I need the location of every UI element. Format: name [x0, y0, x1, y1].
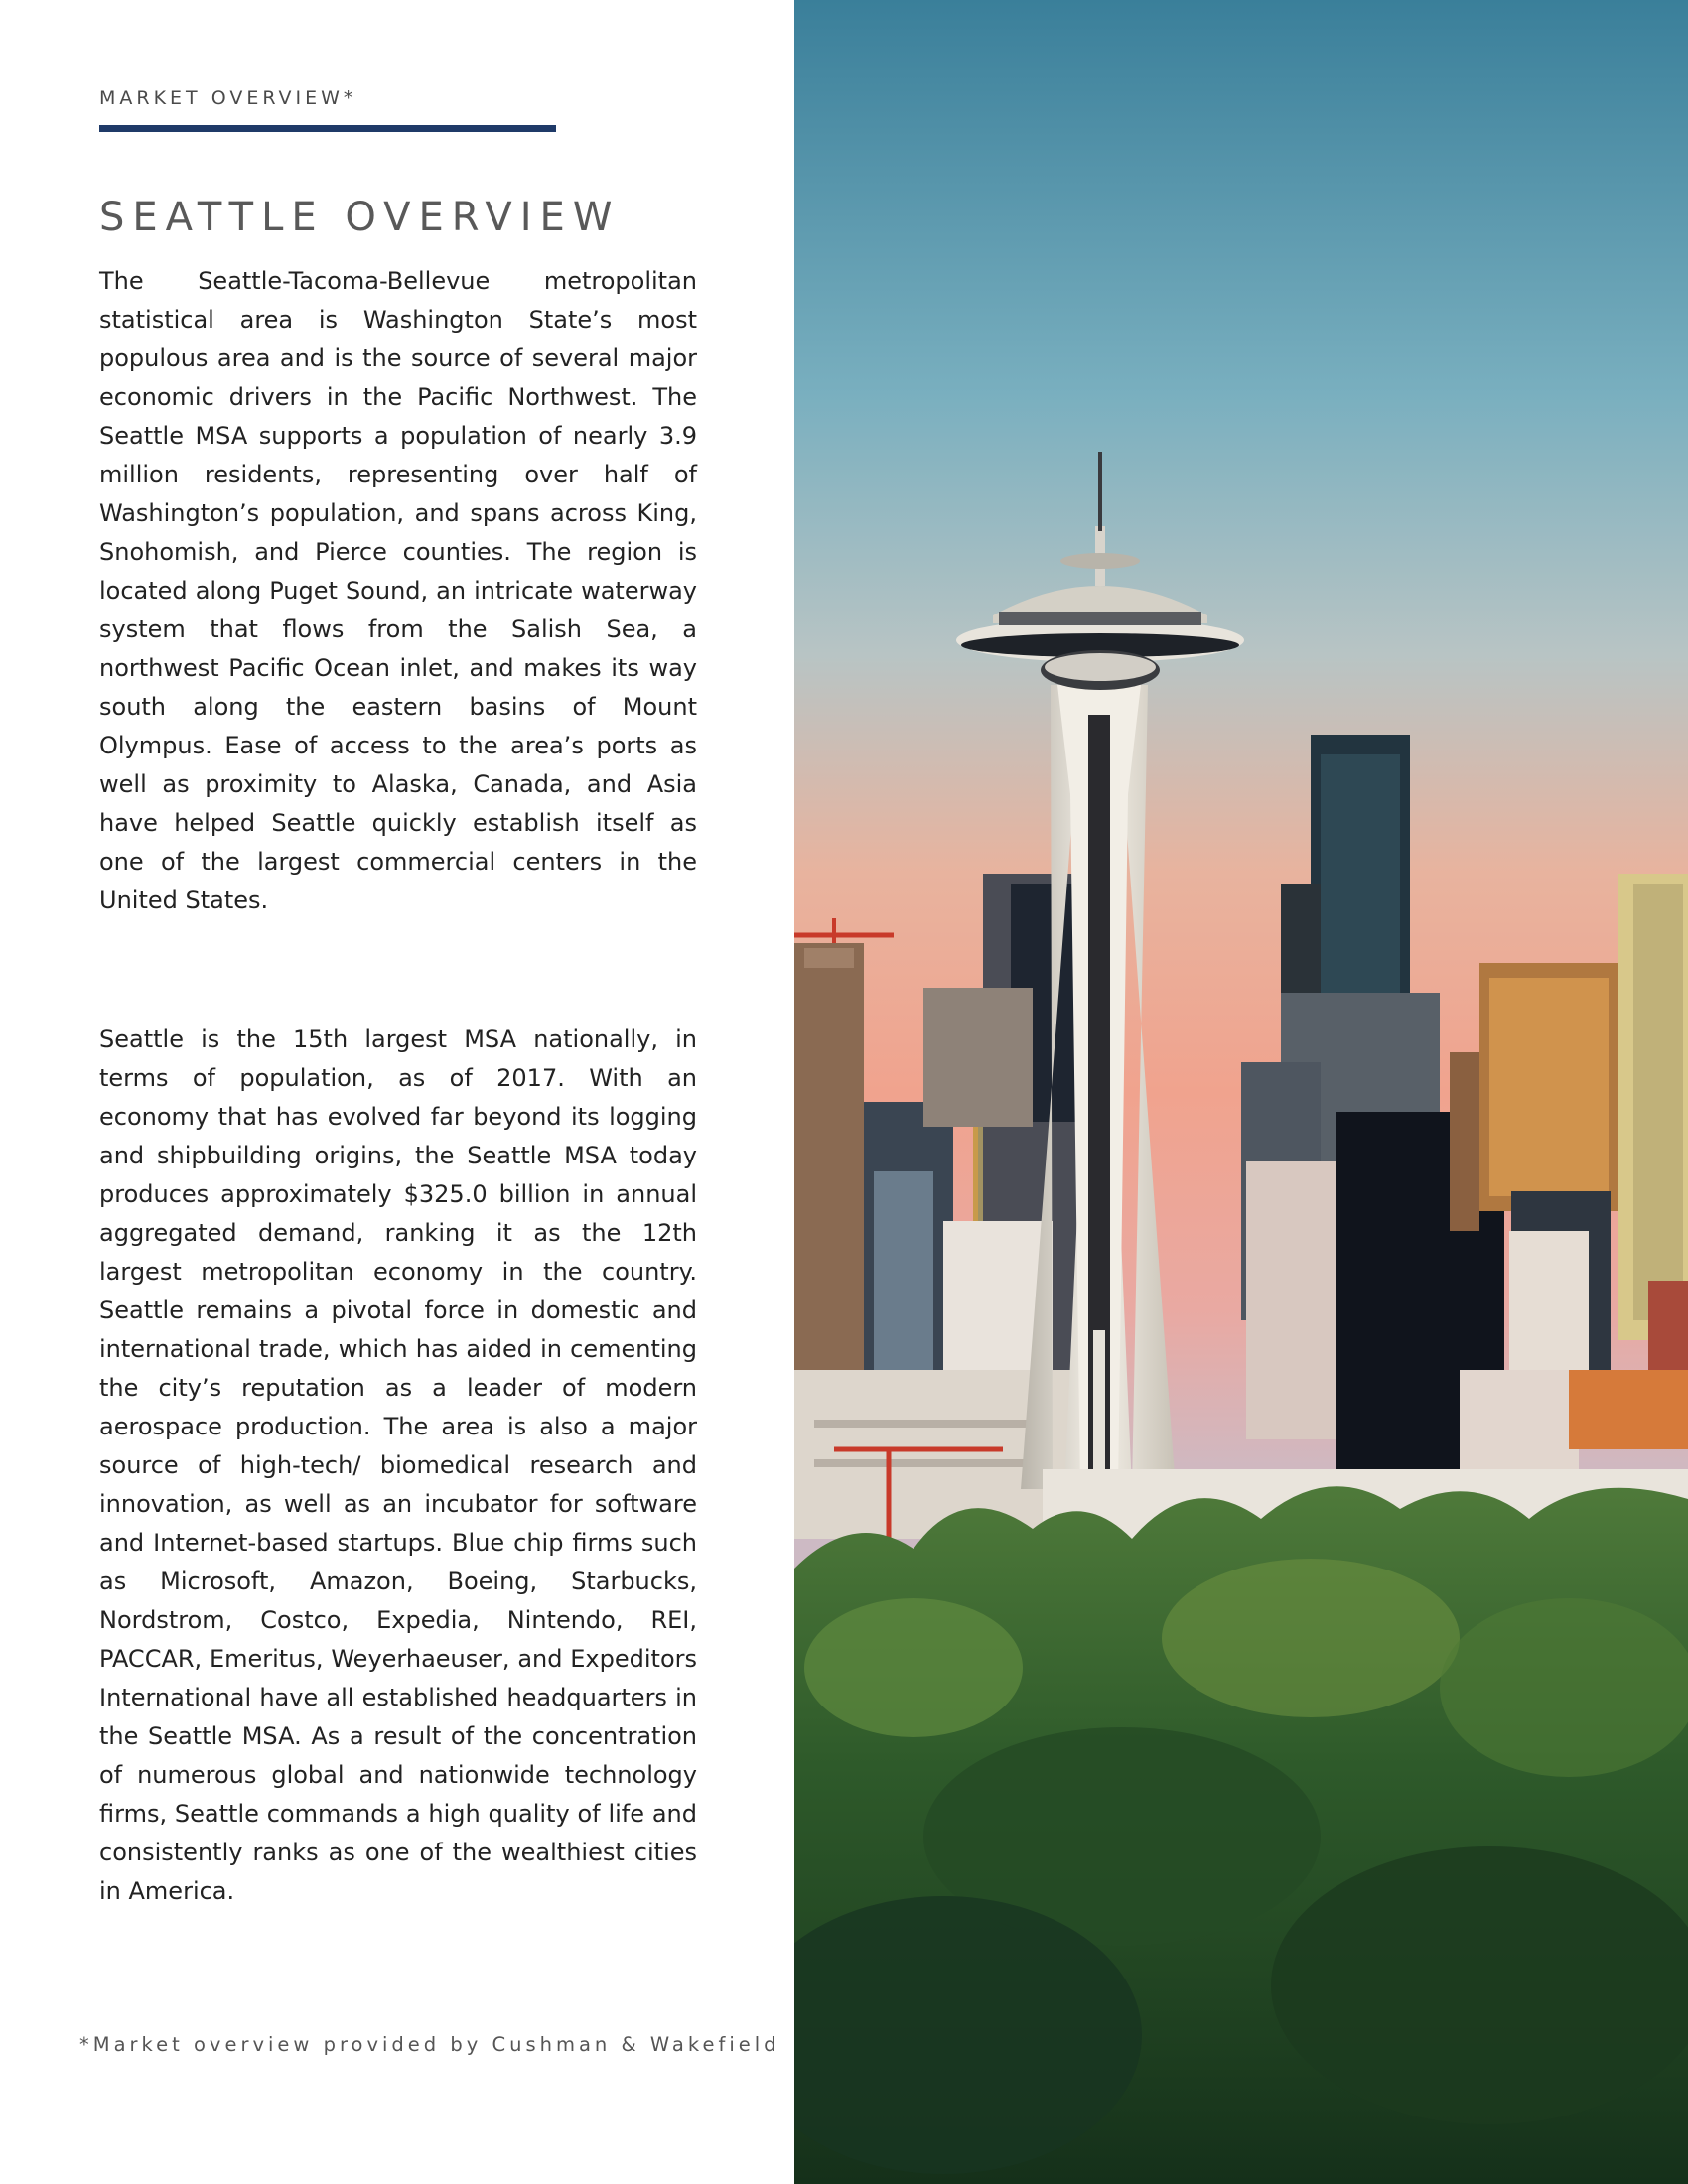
text-column: [0, 0, 794, 2184]
section-label: MARKET OVERVIEW*: [99, 87, 357, 109]
paragraph-1: The Seattle-Tacoma-Bellevue metropolitan statistical area is Washington State’s most populous area and is the source of several major economic drivers in the Pacific Northwest. The Seattle MSA supports a population of nearly 3.9 million residents, representing over half of Washington’s population, and spans across King, Snohomish, and Pierce counties. The region is located along Puget Sound, an intricate waterway system that flows from the Salish Sea, a northwest Pacific Ocean inlet, and makes its way south along the eastern basins of Mount Olympus. Ease of access to the area’s ports as well as proximity to Alaska, Canada, and Asia have helped Seattle quickly establish itself as one of the largest commercial centers in the United States.: [99, 267, 697, 914]
section-divider: [99, 125, 556, 132]
seattle-skyline-photo: [794, 0, 1688, 2184]
footnote: *Market overview provided by Cushman & Wakefield: [79, 2033, 780, 2056]
paragraph-2: Seattle is the 15th largest MSA nationally, in terms of population, as of 2017. With an economy that has evolved far beyond its logging and shipbuilding origins, the Seattle MSA today produces approximately $325.0 billion in annual aggregated demand, ranking it as the 12th largest metropolitan economy in the country. Seattle remains a pivotal force in domestic and international trade, which has aided in cementing the city’s reputation as a leader of modern aerospace production. The area is also a major source of high-tech/ biomedical research and innovation, as well as an incubator for software and Internet-based startups. Blue chip firms such as Microsoft, Amazon, Boeing, Starbucks, Nordstrom, Costco, Expedia, Nintendo, REI, PACCAR, Emeritus, Weyerhaeuser, and Expeditors International have all established headquarters in the Seattle MSA. As a result of the concentration of numerous global and nationwide technology firms, Seattle commands a high quality of life and consistently ranks as one of the wealthiest cities in America.: [99, 1025, 697, 1905]
page-title: SEATTLE OVERVIEW: [99, 195, 621, 240]
